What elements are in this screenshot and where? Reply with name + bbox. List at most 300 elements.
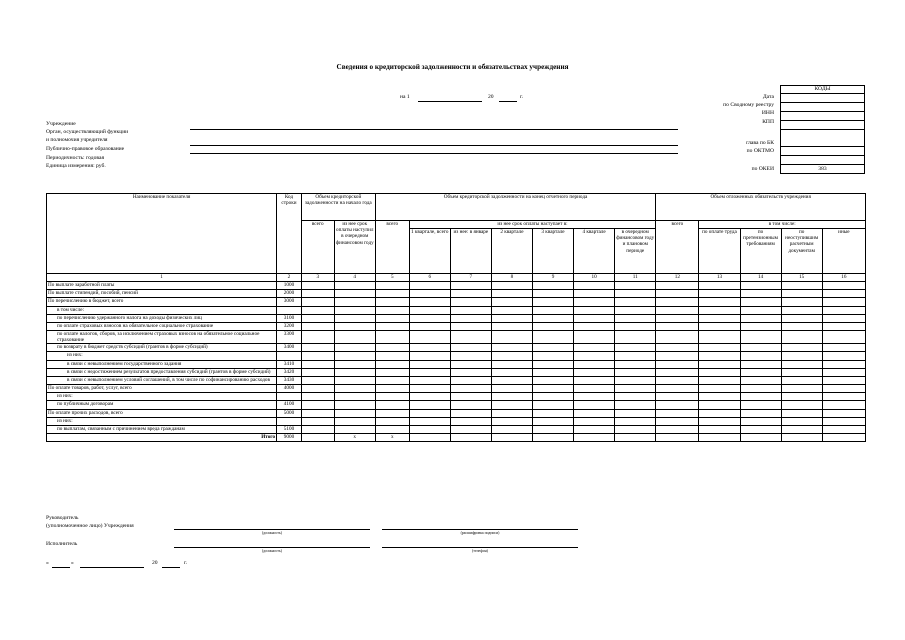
row-cell[interactable] — [740, 282, 781, 290]
row-cell[interactable] — [450, 314, 491, 322]
row-cell[interactable] — [574, 314, 615, 322]
row-cell[interactable] — [781, 282, 822, 290]
row-cell[interactable] — [740, 376, 781, 384]
row-cell[interactable] — [656, 401, 699, 409]
row-cell[interactable] — [574, 322, 615, 330]
row-cell[interactable] — [822, 290, 865, 298]
row-cell[interactable] — [301, 314, 334, 322]
code-value-inn[interactable] — [781, 112, 865, 121]
row-cell[interactable] — [334, 298, 375, 306]
row-cell[interactable] — [740, 393, 781, 401]
row-cell[interactable] — [334, 290, 375, 298]
row-cell[interactable] — [450, 282, 491, 290]
row-cell[interactable] — [656, 409, 699, 417]
row-cell[interactable] — [450, 417, 491, 425]
row-cell[interactable] — [301, 306, 334, 314]
row-cell[interactable] — [781, 368, 822, 376]
row-cell[interactable] — [656, 322, 699, 330]
row-cell[interactable] — [615, 409, 656, 417]
row-cell[interactable] — [532, 290, 573, 298]
row-cell[interactable] — [615, 290, 656, 298]
row-cell[interactable] — [656, 360, 699, 368]
row-cell[interactable] — [574, 393, 615, 401]
row-cell[interactable] — [301, 322, 334, 330]
row-cell[interactable] — [375, 290, 409, 298]
row-cell[interactable] — [334, 426, 375, 434]
row-cell[interactable] — [699, 434, 740, 442]
row-cell[interactable] — [334, 352, 375, 360]
row-cell[interactable] — [532, 306, 573, 314]
row-label: по публичным договорам — [47, 401, 277, 409]
row-cell[interactable] — [781, 401, 822, 409]
row-cell[interactable] — [450, 426, 491, 434]
authority-label-2: и полномочия учредителя — [46, 137, 108, 143]
head-signature-field[interactable] — [382, 529, 578, 530]
row-cell[interactable] — [699, 393, 740, 401]
row-cell[interactable] — [491, 393, 532, 401]
row-cell[interactable] — [301, 401, 334, 409]
row-code: 3100 — [277, 314, 302, 322]
row-cell[interactable] — [822, 352, 865, 360]
row-cell[interactable] — [450, 322, 491, 330]
row-cell[interactable] — [375, 360, 409, 368]
row-cell[interactable] — [532, 417, 573, 425]
row-cell[interactable] — [409, 426, 450, 434]
row-cell[interactable] — [450, 306, 491, 314]
row-cell[interactable] — [781, 376, 822, 384]
row-cell[interactable] — [699, 426, 740, 434]
row-cell[interactable] — [375, 306, 409, 314]
row-cell[interactable] — [450, 368, 491, 376]
row-cell[interactable] — [822, 360, 865, 368]
row-cell[interactable] — [574, 306, 615, 314]
row-cell[interactable] — [574, 282, 615, 290]
row-cell[interactable] — [491, 306, 532, 314]
row-cell[interactable] — [574, 368, 615, 376]
row-cell[interactable] — [409, 409, 450, 417]
row-cell[interactable] — [740, 360, 781, 368]
row-cell[interactable] — [740, 352, 781, 360]
row-cell[interactable] — [532, 393, 573, 401]
row-cell[interactable] — [450, 290, 491, 298]
row-cell[interactable] — [699, 344, 740, 352]
row-cell[interactable] — [409, 344, 450, 352]
row-cell[interactable] — [409, 401, 450, 409]
row-cell[interactable] — [656, 426, 699, 434]
row-cell[interactable] — [822, 344, 865, 352]
codes-header: КОДЫ — [781, 86, 865, 94]
row-cell[interactable] — [409, 314, 450, 322]
report-date-day-field[interactable] — [418, 101, 482, 102]
row-cell[interactable] — [409, 352, 450, 360]
row-cell[interactable] — [615, 434, 656, 442]
row-cell[interactable] — [781, 298, 822, 306]
row-cell[interactable] — [532, 322, 573, 330]
row-cell[interactable] — [740, 306, 781, 314]
row-cell[interactable] — [822, 417, 865, 425]
row-cell[interactable] — [334, 385, 375, 393]
row-cell[interactable] — [615, 314, 656, 322]
row-code: 9000 — [277, 434, 302, 442]
row-cell[interactable] — [375, 385, 409, 393]
row-cell[interactable] — [409, 368, 450, 376]
row-cell[interactable] — [491, 352, 532, 360]
row-cell[interactable] — [699, 290, 740, 298]
row-cell[interactable] — [301, 393, 334, 401]
row-cell[interactable] — [491, 331, 532, 344]
row-cell[interactable] — [615, 298, 656, 306]
row-cell[interactable] — [334, 282, 375, 290]
row-cell[interactable] — [491, 298, 532, 306]
pub-entity-field[interactable] — [190, 153, 678, 154]
row-cell[interactable] — [532, 331, 573, 344]
row-cell[interactable] — [656, 344, 699, 352]
sign-date-year-field[interactable] — [162, 567, 180, 568]
row-cell[interactable] — [740, 290, 781, 298]
row-cell[interactable] — [656, 290, 699, 298]
row-cell[interactable] — [822, 426, 865, 434]
row-cell[interactable] — [532, 282, 573, 290]
row-cell[interactable] — [615, 385, 656, 393]
row-cell[interactable] — [450, 385, 491, 393]
row-cell[interactable] — [532, 426, 573, 434]
code-label-inn: ИНН — [761, 110, 774, 116]
executor-position-field[interactable] — [174, 547, 370, 548]
row-cell[interactable] — [822, 376, 865, 384]
row-cell[interactable] — [615, 352, 656, 360]
row-cell[interactable] — [334, 393, 375, 401]
row-cell[interactable] — [301, 298, 334, 306]
row-cell[interactable] — [740, 298, 781, 306]
form-title: Сведения о кредиторской задолженности и обязательствах учреждения — [336, 63, 569, 71]
row-cell[interactable] — [301, 282, 334, 290]
row-cell[interactable] — [301, 368, 334, 376]
row-cell[interactable] — [615, 331, 656, 344]
row-cell[interactable] — [491, 314, 532, 322]
row-cell[interactable] — [409, 282, 450, 290]
row-cell[interactable] — [375, 368, 409, 376]
row-cell[interactable] — [450, 434, 491, 442]
row-cell[interactable] — [375, 393, 409, 401]
row-cell[interactable] — [409, 393, 450, 401]
row-cell[interactable] — [656, 368, 699, 376]
row-cell[interactable] — [740, 409, 781, 417]
row-cell[interactable] — [450, 298, 491, 306]
row-cell[interactable] — [574, 344, 615, 352]
row-cell[interactable] — [574, 385, 615, 393]
row-cell[interactable] — [334, 368, 375, 376]
row-cell[interactable] — [699, 376, 740, 384]
row-cell[interactable] — [574, 376, 615, 384]
report-date-year-field[interactable] — [499, 101, 517, 102]
row-cell[interactable] — [409, 385, 450, 393]
row-cell[interactable] — [301, 290, 334, 298]
row-cell[interactable] — [301, 426, 334, 434]
row-cell[interactable] — [375, 282, 409, 290]
row-cell[interactable] — [656, 417, 699, 425]
row-cell[interactable] — [491, 417, 532, 425]
row-cell[interactable] — [615, 401, 656, 409]
authority-field[interactable] — [190, 145, 678, 146]
row-cell[interactable] — [740, 434, 781, 442]
row-cell[interactable] — [699, 322, 740, 330]
row-cell[interactable] — [491, 385, 532, 393]
row-cell[interactable] — [822, 409, 865, 417]
row-cell[interactable] — [375, 331, 409, 344]
row-cell[interactable] — [656, 314, 699, 322]
row-cell[interactable] — [409, 376, 450, 384]
row-cell[interactable] — [334, 360, 375, 368]
row-cell[interactable] — [699, 298, 740, 306]
row-cell[interactable] — [375, 352, 409, 360]
row-label: Итого — [47, 434, 277, 442]
table-row — [47, 393, 866, 401]
row-cell[interactable] — [334, 409, 375, 417]
row-cell[interactable] — [781, 322, 822, 330]
row-cell[interactable] — [656, 393, 699, 401]
row-cell[interactable] — [822, 434, 865, 442]
row-cell[interactable] — [301, 409, 334, 417]
sign-date-suffix: г. — [184, 560, 188, 566]
row-cell[interactable] — [334, 376, 375, 384]
code-value-registry[interactable] — [781, 103, 865, 112]
row-cell[interactable] — [450, 344, 491, 352]
row-cell[interactable] — [822, 368, 865, 376]
row-cell[interactable] — [491, 376, 532, 384]
row-cell[interactable] — [532, 409, 573, 417]
row-cell[interactable] — [375, 376, 409, 384]
row-cell[interactable] — [491, 434, 532, 442]
row-cell[interactable] — [781, 426, 822, 434]
sign-date-day-field[interactable] — [52, 567, 70, 568]
sign-date-month-field[interactable] — [80, 567, 144, 568]
row-cell[interactable] — [699, 314, 740, 322]
row-cell[interactable] — [450, 360, 491, 368]
row-cell[interactable] — [822, 331, 865, 344]
row-cell[interactable] — [375, 409, 409, 417]
row-cell[interactable] — [740, 426, 781, 434]
row-cell[interactable] — [301, 352, 334, 360]
row-cell[interactable] — [615, 360, 656, 368]
column-number: 15 — [781, 274, 822, 282]
row-cell[interactable] — [740, 417, 781, 425]
row-cell[interactable] — [334, 401, 375, 409]
row-cell[interactable] — [615, 344, 656, 352]
code-value-oktmo[interactable] — [781, 156, 865, 165]
periodicity-label: Периодичность: годовая — [46, 155, 105, 161]
head-position-field[interactable] — [174, 529, 370, 530]
executor-phone-field[interactable] — [382, 547, 578, 548]
row-cell[interactable] — [301, 376, 334, 384]
row-cell[interactable] — [615, 376, 656, 384]
row-cell[interactable] — [740, 314, 781, 322]
row-cell[interactable] — [301, 344, 334, 352]
row-cell[interactable] — [532, 401, 573, 409]
row-cell[interactable] — [781, 306, 822, 314]
row-cell[interactable] — [375, 401, 409, 409]
row-cell[interactable] — [491, 409, 532, 417]
row-cell[interactable] — [781, 344, 822, 352]
row-cell[interactable] — [615, 426, 656, 434]
row-cell[interactable] — [491, 426, 532, 434]
row-cell[interactable] — [574, 290, 615, 298]
row-cell[interactable] — [656, 376, 699, 384]
row-cell[interactable] — [409, 360, 450, 368]
row-cell[interactable] — [781, 417, 822, 425]
row-cell[interactable] — [781, 409, 822, 417]
row-cell[interactable] — [699, 360, 740, 368]
row-cell[interactable] — [491, 290, 532, 298]
row-cell[interactable] — [699, 368, 740, 376]
row-cell[interactable] — [301, 434, 334, 442]
row-cell[interactable] — [409, 417, 450, 425]
row-cell[interactable] — [491, 344, 532, 352]
row-cell[interactable] — [781, 314, 822, 322]
row-cell[interactable] — [699, 385, 740, 393]
row-cell[interactable] — [822, 282, 865, 290]
row-cell[interactable] — [740, 344, 781, 352]
row-cell[interactable] — [301, 385, 334, 393]
code-value-bk[interactable] — [781, 147, 865, 156]
institution-field[interactable] — [190, 129, 678, 130]
row-cell[interactable] — [409, 298, 450, 306]
row-cell[interactable] — [822, 298, 865, 306]
row-cell[interactable] — [532, 352, 573, 360]
row-cell[interactable] — [656, 282, 699, 290]
row-cell[interactable] — [615, 282, 656, 290]
row-cell[interactable] — [781, 393, 822, 401]
row-cell[interactable] — [574, 417, 615, 425]
row-cell[interactable] — [334, 314, 375, 322]
row-cell[interactable] — [574, 401, 615, 409]
row-cell[interactable] — [450, 393, 491, 401]
row-cell[interactable] — [409, 322, 450, 330]
row-cell[interactable] — [574, 409, 615, 417]
row-cell[interactable] — [740, 401, 781, 409]
row-cell[interactable] — [574, 331, 615, 344]
row-cell[interactable] — [409, 434, 450, 442]
row-cell[interactable] — [375, 344, 409, 352]
row-cell[interactable] — [334, 331, 375, 344]
row-cell[interactable] — [532, 376, 573, 384]
row-cell[interactable] — [491, 282, 532, 290]
row-cell[interactable] — [574, 298, 615, 306]
row-cell[interactable] — [781, 352, 822, 360]
row-cell[interactable] — [740, 368, 781, 376]
row-cell[interactable] — [409, 331, 450, 344]
row-cell[interactable] — [822, 306, 865, 314]
row-cell[interactable] — [615, 417, 656, 425]
authority-label-1: Орган, осуществляющий функции — [46, 129, 129, 135]
row-cell[interactable] — [615, 322, 656, 330]
row-cell[interactable] — [334, 322, 375, 330]
row-cell[interactable] — [615, 368, 656, 376]
row-cell[interactable] — [375, 314, 409, 322]
row-cell[interactable] — [574, 434, 615, 442]
row-cell[interactable] — [574, 352, 615, 360]
row-cell[interactable] — [532, 344, 573, 352]
row-cell[interactable] — [301, 331, 334, 344]
row-cell[interactable] — [334, 344, 375, 352]
row-cell[interactable] — [615, 306, 656, 314]
row-cell[interactable] — [532, 298, 573, 306]
code-value-date[interactable] — [781, 94, 865, 103]
row-cell[interactable] — [781, 385, 822, 393]
row-code: 4100 — [277, 401, 302, 409]
row-cell[interactable] — [699, 306, 740, 314]
row-cell[interactable] — [450, 376, 491, 384]
row-cell[interactable] — [781, 290, 822, 298]
row-cell[interactable] — [740, 385, 781, 393]
row-cell[interactable] — [491, 401, 532, 409]
row-cell[interactable] — [656, 434, 699, 442]
row-cell[interactable] — [822, 314, 865, 322]
row-cell[interactable] — [699, 409, 740, 417]
row-cell[interactable] — [375, 426, 409, 434]
row-cell[interactable] — [532, 360, 573, 368]
row-cell[interactable] — [450, 331, 491, 344]
row-cell[interactable] — [740, 322, 781, 330]
row-cell[interactable] — [574, 360, 615, 368]
row-cell[interactable] — [699, 331, 740, 344]
row-cell[interactable] — [491, 322, 532, 330]
row-cell[interactable] — [699, 417, 740, 425]
row-cell[interactable] — [699, 401, 740, 409]
row-cell[interactable] — [409, 306, 450, 314]
th-next-year: в очередном финансовом году и плановом периоде — [615, 229, 656, 274]
row-cell[interactable] — [699, 352, 740, 360]
row-cell[interactable] — [822, 401, 865, 409]
row-cell[interactable] — [781, 360, 822, 368]
row-cell[interactable] — [781, 331, 822, 344]
row-cell[interactable] — [532, 314, 573, 322]
row-label: По перечислению в бюджет, всего — [47, 298, 277, 306]
th-due-in: из нее срок оплаты наступает в: — [409, 221, 656, 229]
row-cell[interactable] — [532, 385, 573, 393]
row-cell[interactable] — [375, 298, 409, 306]
row-cell[interactable] — [822, 385, 865, 393]
row-cell[interactable] — [334, 306, 375, 314]
row-cell[interactable] — [656, 385, 699, 393]
code-value-kpp[interactable] — [781, 121, 865, 130]
row-cell[interactable] — [450, 409, 491, 417]
row-cell[interactable] — [301, 417, 334, 425]
row-cell[interactable] — [740, 331, 781, 344]
row-cell[interactable] — [409, 290, 450, 298]
row-cell[interactable] — [656, 298, 699, 306]
row-cell[interactable] — [491, 360, 532, 368]
row-cell[interactable] — [656, 352, 699, 360]
row-cell[interactable] — [375, 417, 409, 425]
row-cell[interactable] — [656, 306, 699, 314]
row-cell[interactable] — [615, 393, 656, 401]
row-cell[interactable] — [699, 282, 740, 290]
row-cell[interactable] — [574, 426, 615, 434]
row-cell[interactable] — [532, 368, 573, 376]
table-row — [47, 401, 866, 409]
row-cell[interactable] — [375, 322, 409, 330]
row-cell[interactable] — [781, 434, 822, 442]
row-cell[interactable] — [656, 331, 699, 344]
row-cell[interactable] — [450, 401, 491, 409]
row-cell[interactable] — [334, 417, 375, 425]
row-cell[interactable] — [532, 434, 573, 442]
row-cell[interactable] — [822, 393, 865, 401]
row-cell[interactable] — [822, 322, 865, 330]
row-cell[interactable] — [301, 360, 334, 368]
row-cell[interactable] — [491, 368, 532, 376]
row-cell[interactable] — [450, 352, 491, 360]
